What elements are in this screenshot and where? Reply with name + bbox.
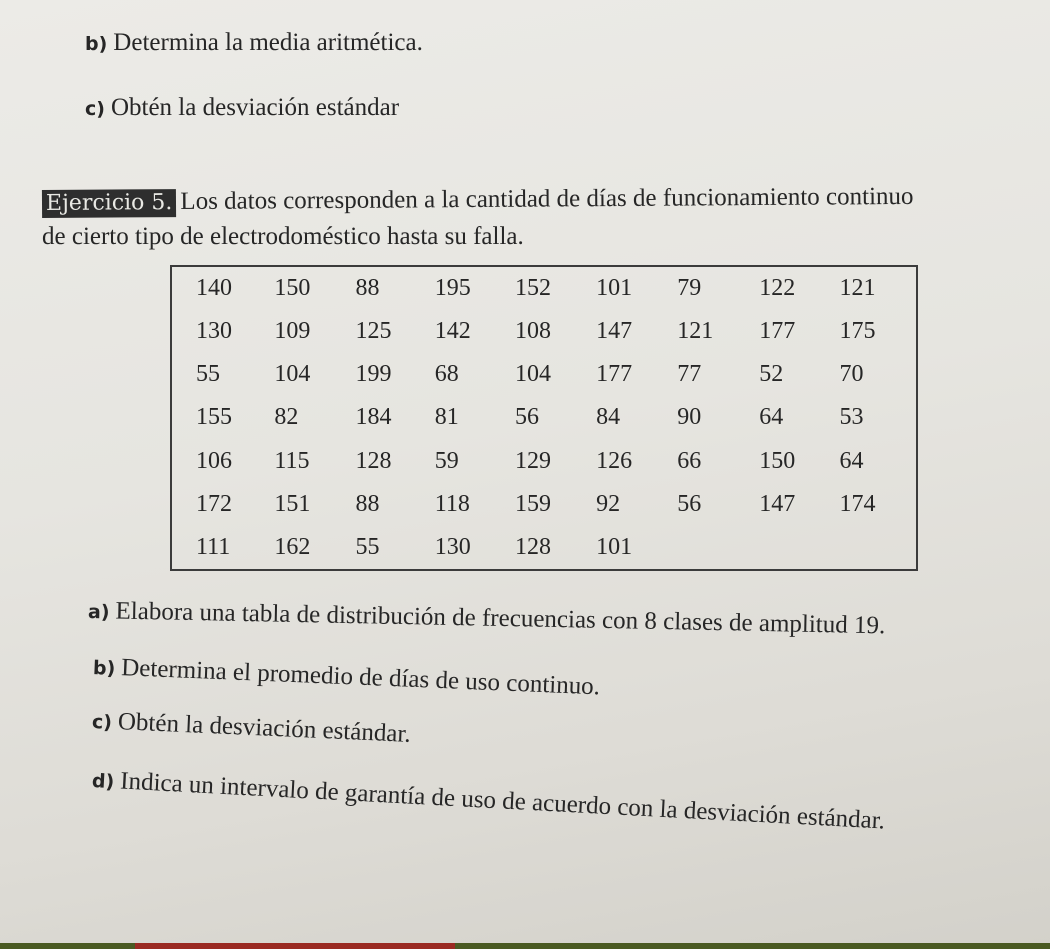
table-cell: 129	[514, 447, 551, 474]
table-row	[171, 483, 917, 526]
item-c-top	[85, 93, 399, 124]
table-cell: 56	[514, 404, 539, 431]
table-cell: 64	[759, 404, 784, 431]
table-cell: 106	[196, 447, 232, 474]
question-c	[91, 706, 411, 751]
table-cell: 121	[839, 275, 876, 302]
table-cell: 195	[434, 275, 471, 302]
table-cell: 118	[434, 490, 470, 517]
table-cell: 174	[839, 490, 876, 517]
table-cell: 152	[514, 275, 551, 302]
table-cell: 77	[677, 361, 702, 388]
table-cell: 150	[759, 447, 796, 474]
exercise-text-1: Los datos corresponden a la cantidad de días de funcionamiento continuo	[180, 182, 914, 216]
table-cell: 109	[274, 318, 311, 345]
table-cell: 108	[514, 318, 551, 345]
table-cell: 55	[196, 361, 220, 388]
question-text: Elabora una tabla de distribución de frecuencias con 8 clases de amplitud 19.	[115, 597, 886, 640]
table-cell: 55	[355, 533, 380, 560]
table-cell: 155	[196, 404, 232, 431]
table-cell: 101	[596, 275, 633, 302]
table-cell: 56	[677, 490, 702, 517]
table-cell: 175	[839, 318, 876, 345]
table-cell: 147	[596, 318, 633, 345]
question-text: Obtén la desviación estándar.	[117, 708, 412, 748]
item-text: Determina la media aritmética.	[113, 29, 423, 56]
table-cell: 66	[677, 447, 702, 474]
table-cell: 147	[759, 490, 796, 517]
table-cell: 162	[274, 533, 311, 560]
exercise-label: Ejercicio 5.	[42, 189, 177, 218]
table-row	[171, 526, 917, 570]
table-cell: 128	[355, 447, 392, 474]
question-label: a)	[87, 601, 110, 624]
table-cell: 177	[596, 361, 633, 388]
question-b	[92, 652, 600, 703]
exercise-statement-line2	[42, 222, 524, 252]
table-cell: 142	[434, 318, 471, 345]
table-cell: 88	[355, 490, 380, 517]
table-cell	[759, 526, 839, 570]
question-a	[88, 596, 886, 642]
question-text: Indica un intervalo de garantía de uso de acuerdo con la desviación estándar.	[119, 767, 886, 835]
table-cell: 177	[759, 318, 796, 345]
table-cell: 88	[355, 275, 380, 302]
table-cell	[677, 526, 759, 570]
question-label: b)	[92, 657, 116, 680]
table-cell: 159	[514, 490, 551, 517]
table-row	[171, 310, 917, 353]
question-d	[91, 765, 886, 838]
table-cell	[839, 526, 917, 570]
table-cell: 52	[759, 361, 784, 388]
exercise-text-2: de cierto tipo de electrodoméstico hasta su falla.	[42, 223, 524, 250]
table-cell: 184	[355, 404, 392, 431]
table-row	[171, 266, 917, 310]
table-cell: 151	[274, 490, 311, 517]
item-text: Obtén la desviación estándar	[110, 94, 400, 121]
table-cell: 70	[839, 361, 864, 388]
table-row	[171, 440, 917, 483]
table-cell: 140	[196, 275, 232, 302]
table-row	[171, 353, 917, 396]
table-cell: 122	[759, 275, 796, 302]
table-cell: 126	[596, 447, 633, 474]
question-text: Determina el promedio de días de uso continuo.	[120, 654, 601, 701]
bottom-edge-red	[135, 943, 455, 949]
table-cell: 115	[274, 447, 310, 474]
table-cell: 81	[434, 404, 459, 431]
table-cell: 68	[434, 361, 459, 388]
table-cell: 59	[434, 447, 459, 474]
question-label: d)	[91, 770, 115, 794]
table-cell: 130	[196, 318, 232, 345]
table-cell: 172	[196, 490, 232, 517]
table-cell: 90	[677, 404, 702, 431]
question-label: c)	[91, 711, 113, 734]
table-cell: 199	[355, 361, 392, 388]
table-cell: 53	[839, 404, 864, 431]
table-cell: 130	[434, 533, 471, 560]
table-cell: 104	[514, 361, 551, 388]
table-cell: 104	[274, 361, 311, 388]
table-cell: 111	[196, 533, 231, 560]
data-table	[170, 265, 918, 571]
table-cell: 125	[355, 318, 392, 345]
item-label: b)	[85, 33, 108, 55]
table-cell: 128	[514, 533, 551, 560]
table-cell: 79	[677, 275, 702, 302]
exercise-statement-line1	[42, 182, 914, 218]
table-cell: 150	[274, 275, 311, 302]
table-row	[171, 396, 917, 439]
table-cell: 101	[596, 533, 633, 560]
table-cell: 121	[677, 318, 714, 345]
table-body	[171, 266, 917, 570]
table-cell: 92	[596, 490, 621, 517]
table-cell: 84	[596, 404, 621, 431]
table-cell: 64	[839, 447, 864, 474]
table-cell: 82	[274, 404, 299, 431]
item-label: c)	[85, 98, 105, 120]
item-b-top	[85, 28, 423, 59]
